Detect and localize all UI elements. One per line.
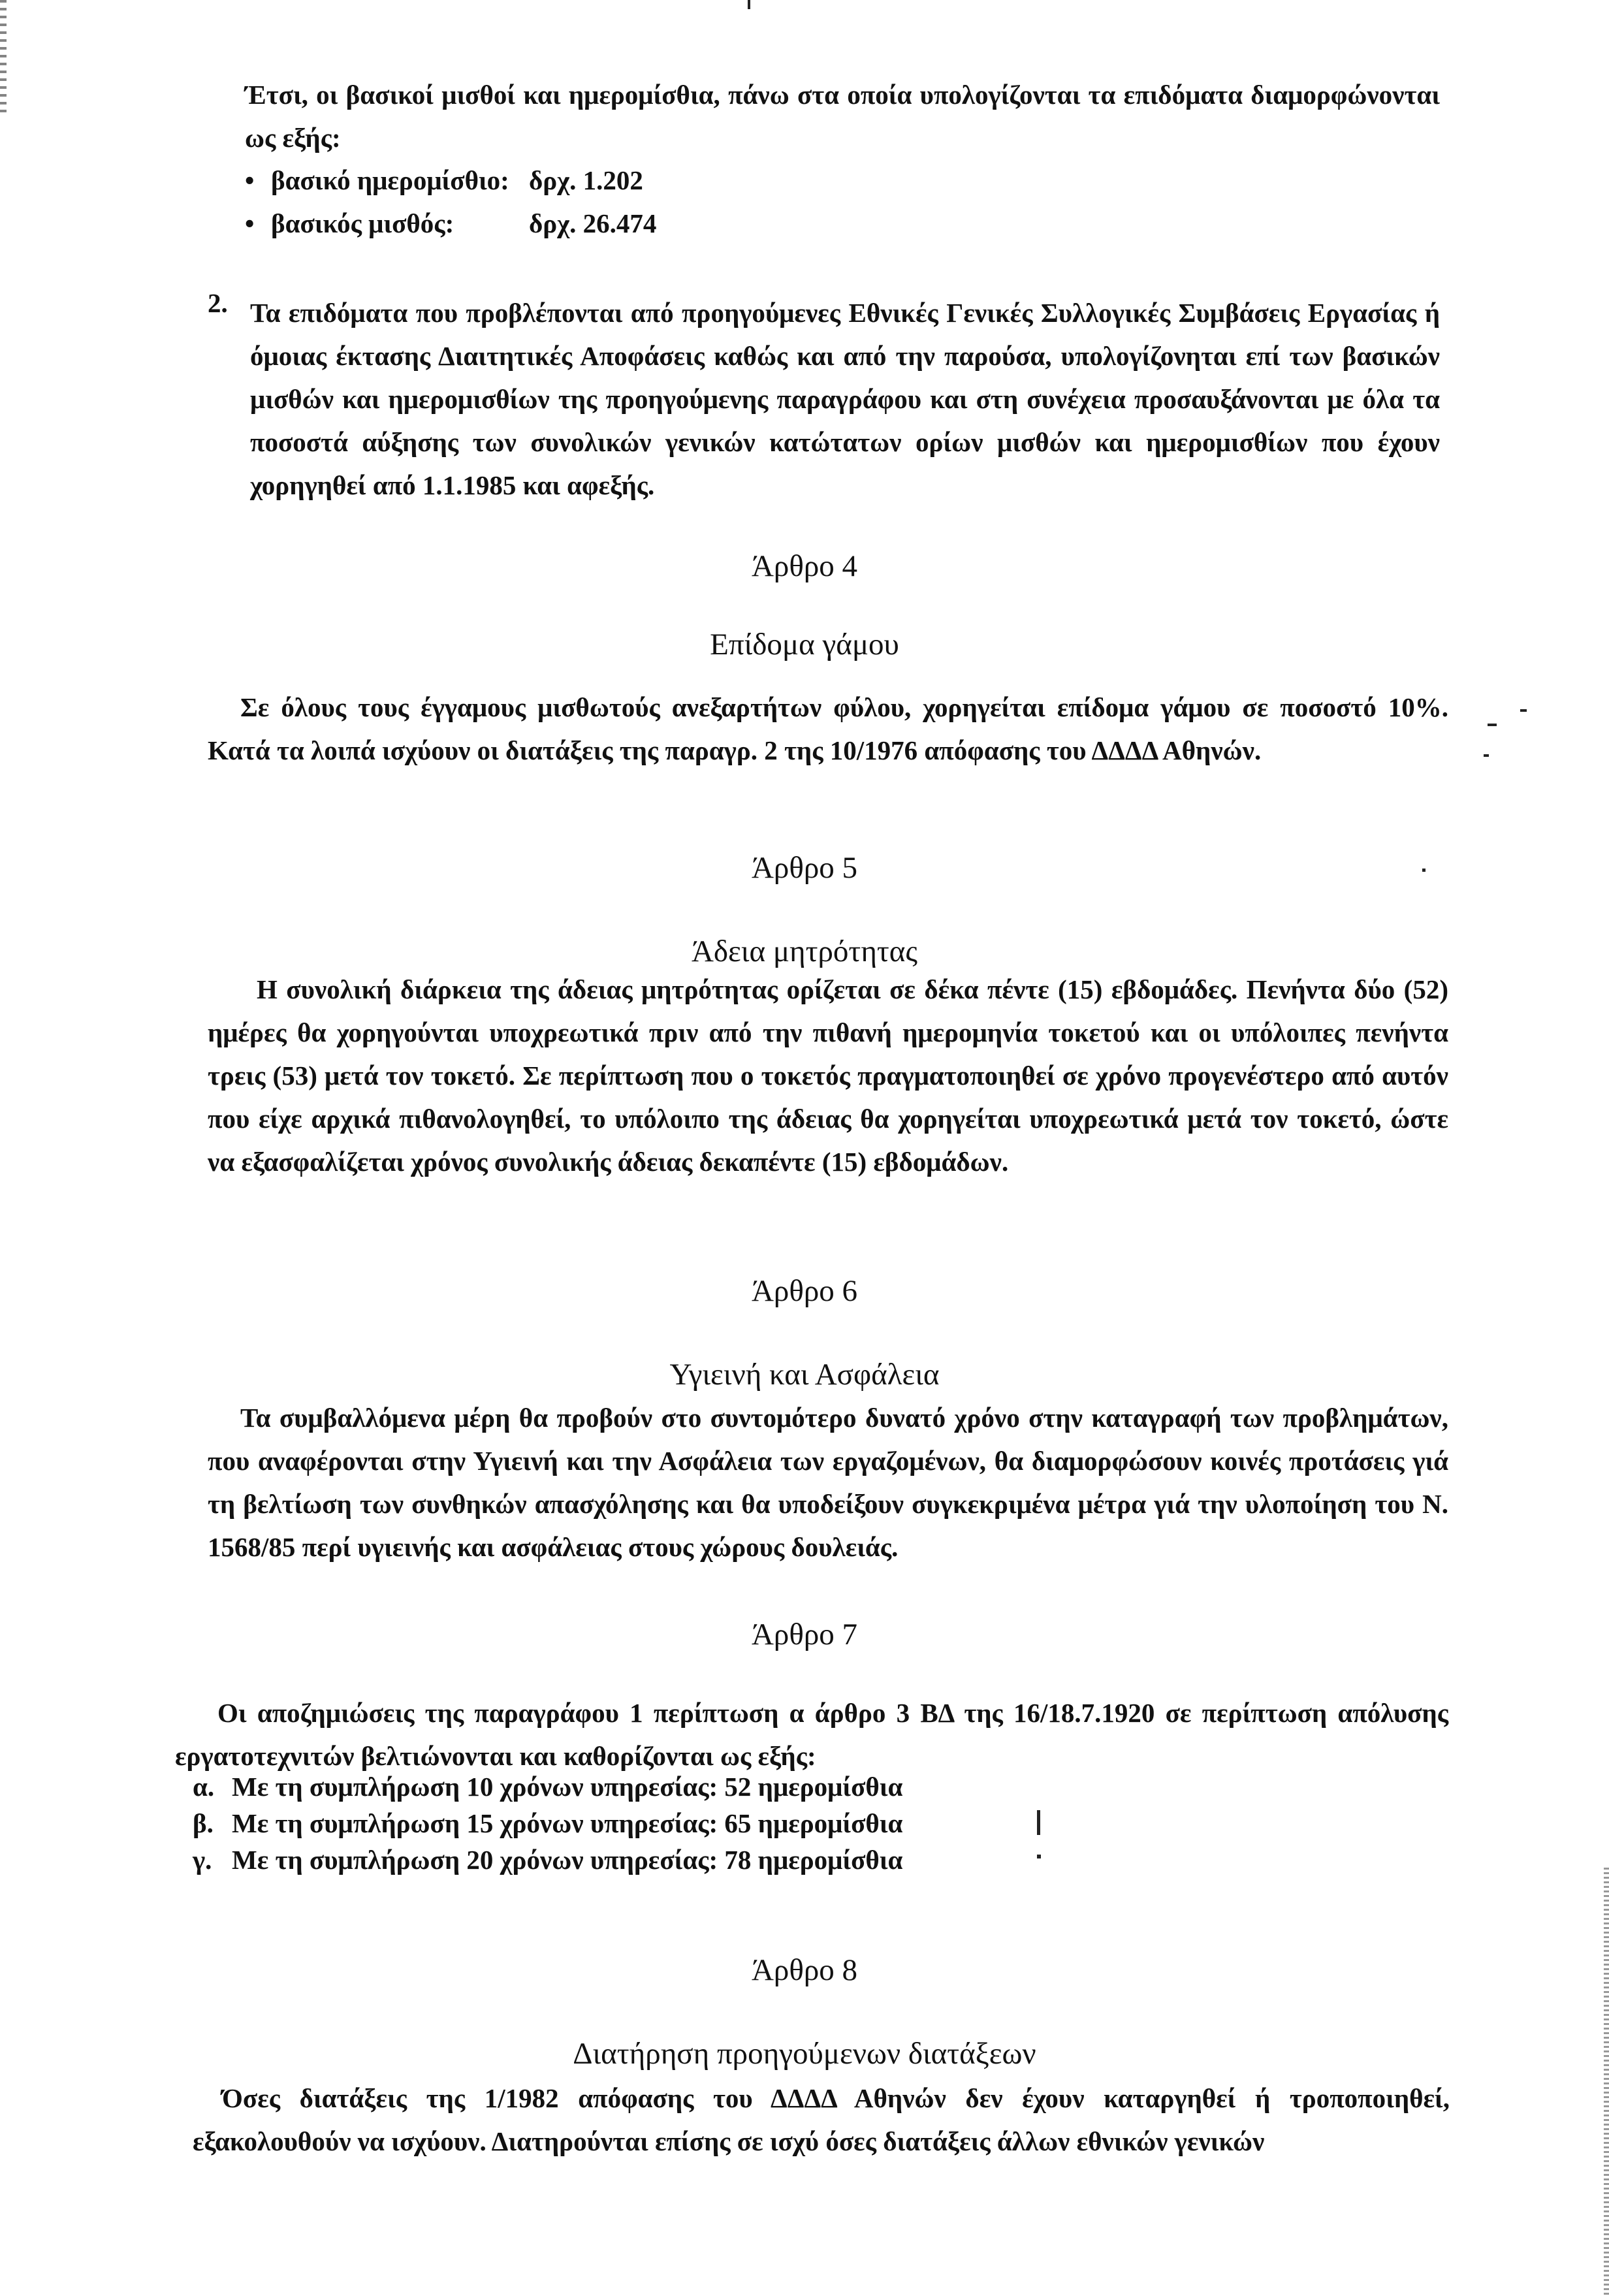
list-marker: β. <box>193 1808 214 1838</box>
scan-speck <box>1484 754 1489 757</box>
article-subheading: Άδεια μητρότητας <box>691 934 918 968</box>
article-4-text: Σε όλους τους έγγαμους μισθωτούς ανεξαρτήτων φύλου, χορηγείται επίδομα γάμου σε ποσοστό 10%. Κατά τα λοιπά ισχύουν οι διατάξεις της παραγρ. 2 της 10/1976 απόφασης του ΔΔΔΔ Αθηνών. <box>208 692 1448 765</box>
article-5-text: Η συνολική διάρκεια της άδειας μητρότητας ορίζεται σε δέκα πέντε (15) εβδομάδες. Πενήντα δύο (52) ημέρες θα χορηγούνται υποχρεωτικά πριν από την πιθανή ημερομηνία τοκετού και οι υπόλοιπες πενήντα τρεις (53) μετά τον τοκετό. Σε περίπτωση που ο τοκετός πραγματοποιηθεί σε χρόνο προγενέστερο από αυτόν που είχε αρχικά πιθανολογηθεί, το υπόλοιπο της άδειας θα χορηγείται υποχρεωτικά μετά τον τοκετό, ώστε να εξασφαλίζεται χρόνος συνολικής άδειας δεκαπέντε (15) εβδομάδων. <box>208 974 1448 1177</box>
scan-speck <box>1037 1810 1040 1835</box>
bullet-item <box>245 165 643 196</box>
bullet-value: δρχ. 1.202 <box>529 165 643 195</box>
article-subheading: Επίδομα γάμου <box>710 628 899 662</box>
list-item-text: Με τη συμπλήρωση 20 χρόνων υπηρεσίας: 78 ημερομίσθια <box>232 1845 903 1875</box>
scan-speck <box>1422 869 1426 872</box>
paragraph-2: Τα επιδόματα που προβλέπονται από προηγούμενες Εθνικές Γενικές Συλλογικές Συμβάσεις Εργασίας ή όμοιας έκτασης Διαιτητικές Αποφάσεις καθώς και από την παρούσα, υπολογίζονηται επί των βασικών μισθών και ημερομισθίων της προηγούμενης παραγράφου και στη συνέχεια προσαυξάνονται με όλα τα ποσοστά αύξησης των συνολικών γενικών κατώτατων ορίων μισθών και ημερομισθίων που έχουν χορηγηθεί από 1.1.1985 και αφεξής. <box>250 298 1440 500</box>
bullet-value: δρχ. 26.474 <box>529 208 657 238</box>
paragraph-number: 2. <box>208 288 228 318</box>
article-8-text: Όσες διατάξεις της 1/1982 απόφασης του ΔΔΔΔ Αθηνών δεν έχουν καταργηθεί ή τροποποιηθεί, εξακολουθούν να ισχύουν. Διατηρούνται επίσης σε ισχύ όσες διατάξεις άλλων εθνικών γενικών <box>193 2083 1450 2156</box>
article-heading: Άρθρο 6 <box>751 1274 858 1308</box>
scan-speck <box>1520 709 1527 712</box>
bullet-icon: • <box>245 165 255 195</box>
list-marker: α. <box>193 1772 215 1802</box>
scan-edge-artifact <box>1604 1868 1609 2296</box>
scan-edge-artifact <box>0 0 7 118</box>
list-item <box>193 1771 902 1802</box>
bullet-item <box>245 208 657 239</box>
article-subheading: Υγιεινή και Ασφάλεια <box>669 1358 940 1392</box>
bullet-label: βασικός μισθός: <box>271 208 454 238</box>
intro-paragraph: Έτσι, οι βασικοί μισθοί και ημερομίσθια, πάνω στα οποία υπολογίζονται τα επιδόματα διαμορφώνονται ως εξής: <box>245 80 1440 153</box>
article-heading: Άρθρο 5 <box>751 851 858 885</box>
article-subheading: Διατήρηση προηγούμενων διατάξεων <box>573 2037 1036 2071</box>
scan-speck <box>748 0 750 9</box>
list-item <box>193 1808 902 1839</box>
list-item <box>193 1844 902 1875</box>
article-7-text: Οι αποζημιώσεις της παραγράφου 1 περίπτωση α άρθρο 3 ΒΔ της 16/18.7.1920 σε περίπτωση απόλυσης εργατοτεχνιτών βελτιώνονται και καθορίζονται ως εξής: <box>175 1698 1448 1771</box>
article-heading: Άρθρο 4 <box>751 549 858 583</box>
list-marker: γ. <box>193 1845 212 1875</box>
list-item-text: Με τη συμπλήρωση 10 χρόνων υπηρεσίας: 52 ημερομίσθια <box>232 1772 903 1802</box>
article-6-text: Τα συμβαλλόμενα μέρη θα προβούν στο συντομότερο δυνατό χρόνο στην καταγραφή των προβλημάτων, που αναφέρονται στην Υγιεινή και την Ασφάλεια των εργαζομένων, θα διαμορφώσουν κοινές προτάσεις γιά τη βελτίωση των συνθηκών απασχόλησης και θα υποδείξουν συγκεκριμένα μέτρα γιά την υλοποίηση του Ν. 1568/85 περί υγιεινής και ασφάλειας στους χώρους δουλειάς. <box>208 1403 1448 1562</box>
bullet-icon: • <box>245 208 255 238</box>
scan-speck <box>1488 724 1497 726</box>
article-heading: Άρθρο 8 <box>751 1953 858 1987</box>
article-heading: Άρθρο 7 <box>751 1618 858 1651</box>
bullet-label: βασικό ημερομίσθιο: <box>271 165 509 195</box>
scan-speck <box>1037 1855 1041 1858</box>
list-item-text: Με τη συμπλήρωση 15 χρόνων υπηρεσίας: 65 ημερομίσθια <box>232 1808 903 1838</box>
